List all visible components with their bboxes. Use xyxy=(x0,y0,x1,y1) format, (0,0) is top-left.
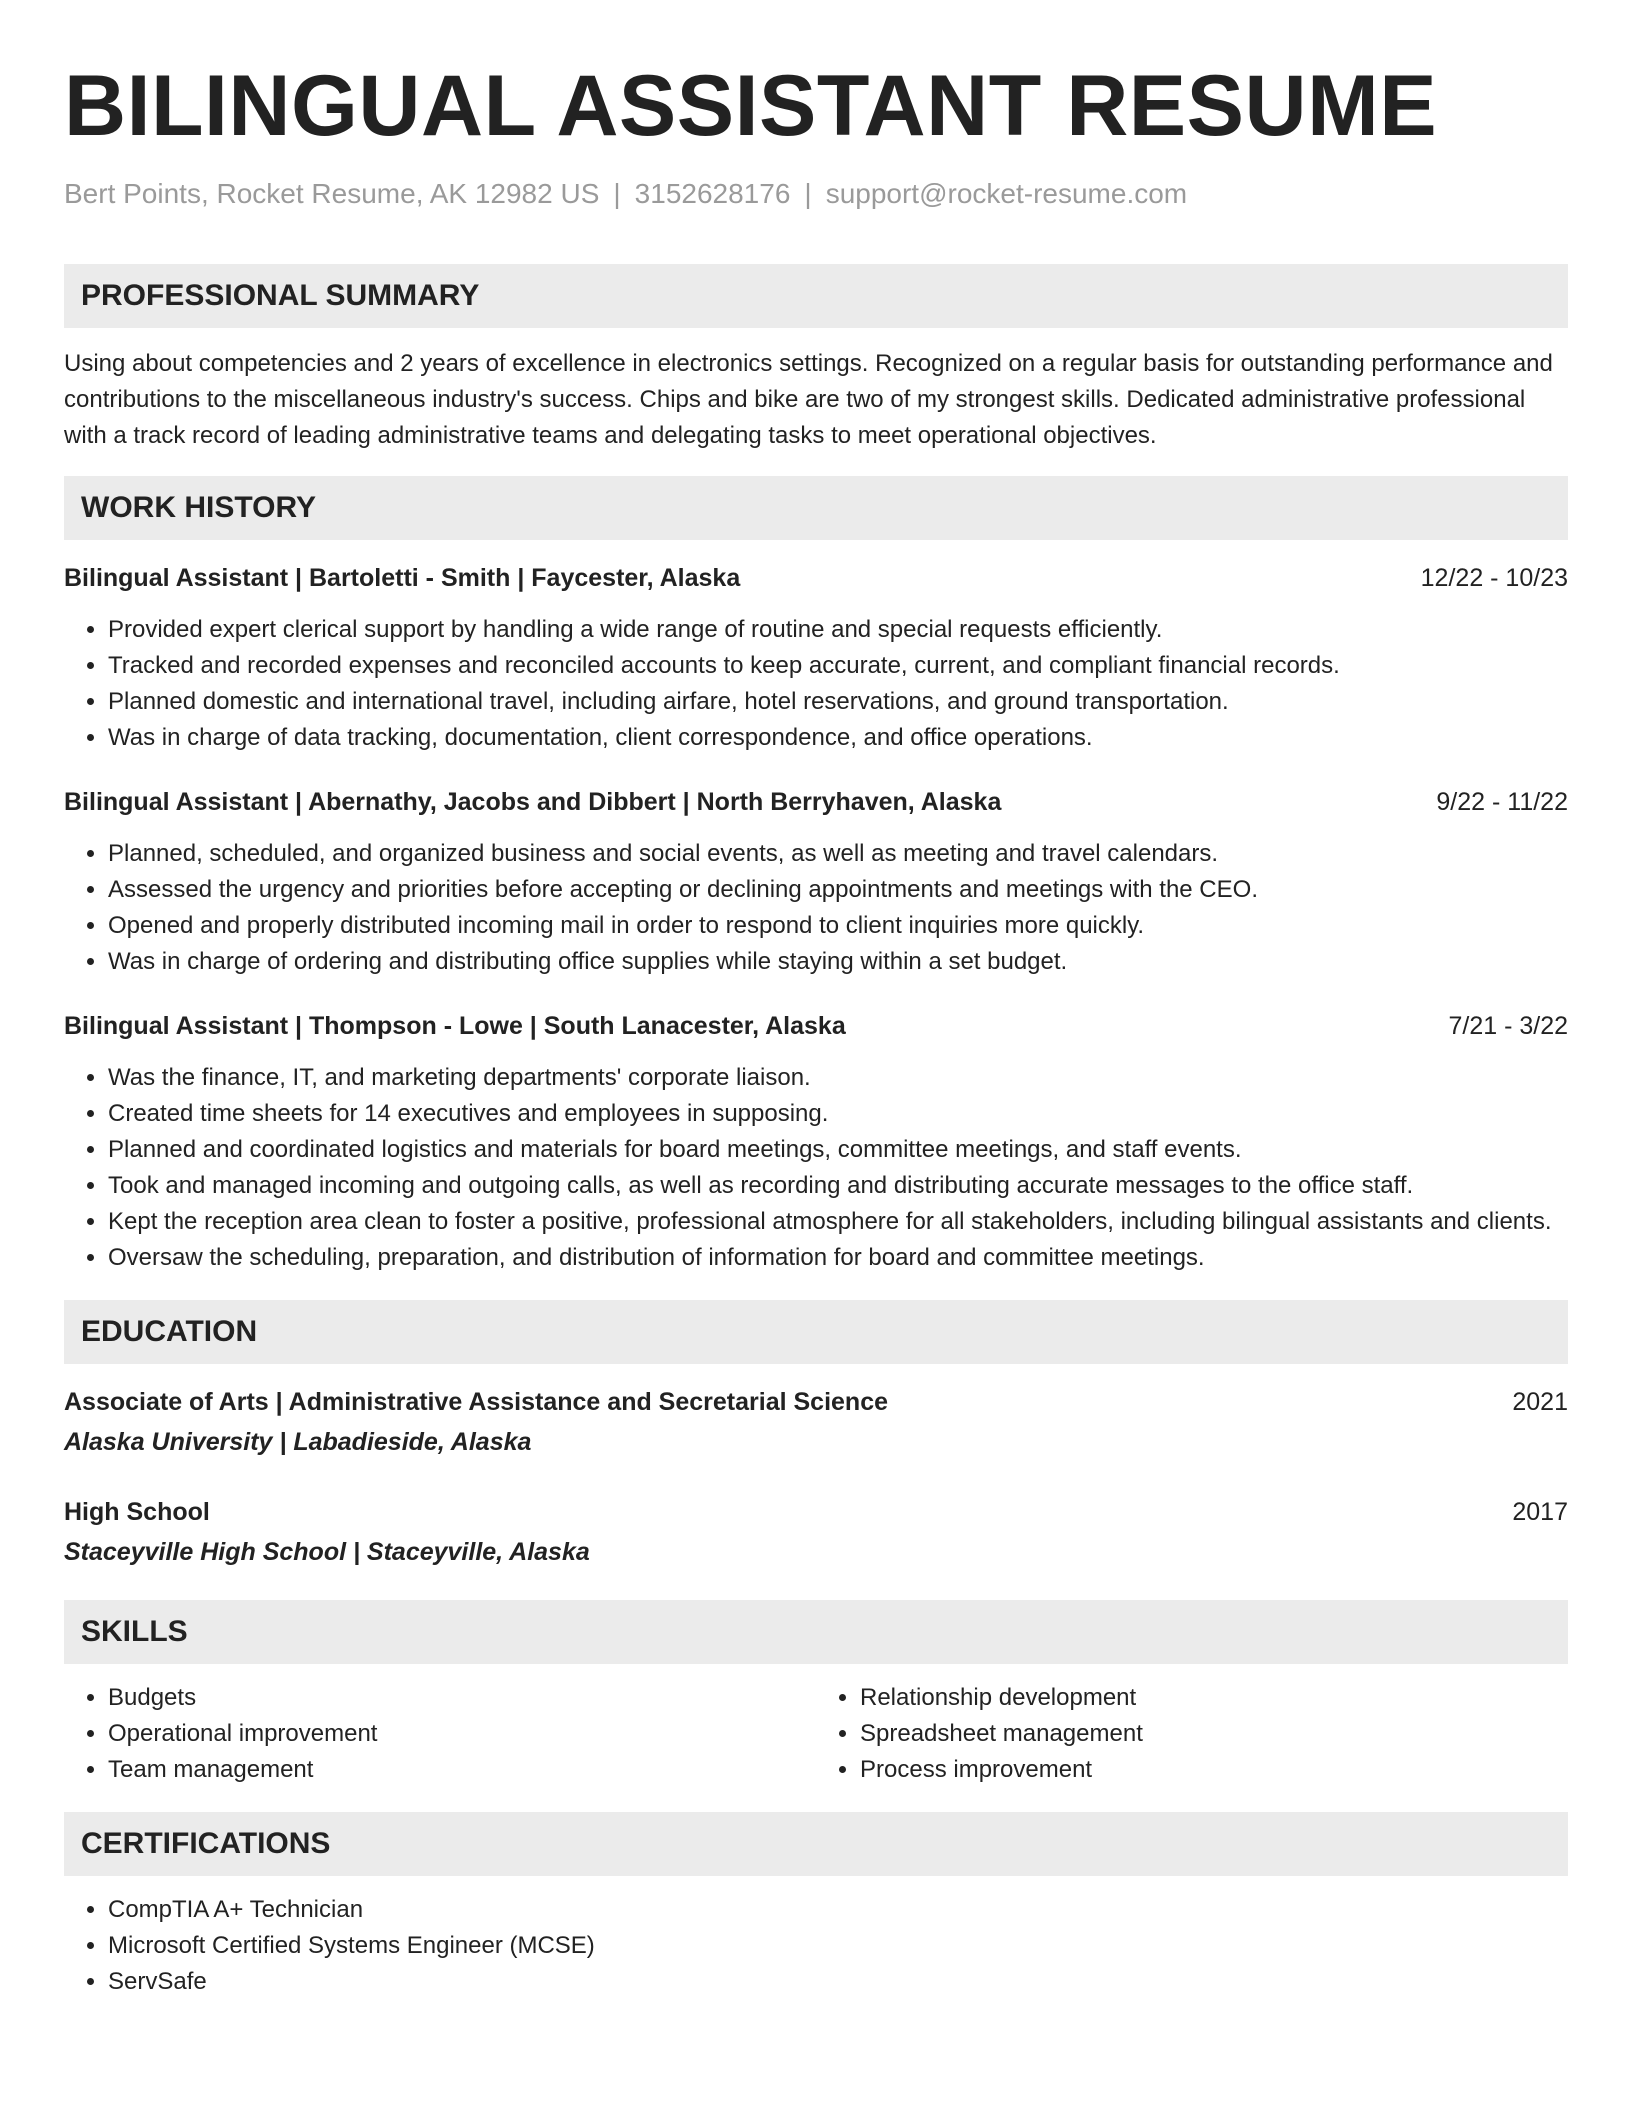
skill-item: • Budgets xyxy=(108,1680,816,1716)
contact-email: support@rocket-resume.com xyxy=(825,178,1188,209)
skills-column-right xyxy=(816,1680,1568,1788)
skill-item: • Spreadsheet management xyxy=(860,1716,1568,1752)
section-heading-certifications: CERTIFICATIONS xyxy=(64,1812,1568,1876)
job-entry xyxy=(64,1008,1568,1276)
job-title: Bilingual Assistant | Thompson - Lowe | South Lanacester, Alaska xyxy=(64,1012,846,1040)
resume-title: BILINGUAL ASSISTANT RESUME xyxy=(64,58,1438,154)
education-degree: Associate of Arts | Administrative Assistance and Secretarial Science xyxy=(64,1388,888,1416)
job-bullet: • Kept the reception area clean to foster a positive, professional atmosphere for all stakeholders, including bilingual assistants and clients. xyxy=(108,1204,1568,1240)
contact-separator: | xyxy=(613,178,621,209)
skill-item: • Process improvement xyxy=(860,1752,1568,1788)
skill-item: • Team management xyxy=(108,1752,816,1788)
job-bullet: • Oversaw the scheduling, preparation, and distribution of information for board and committee meetings. xyxy=(108,1240,1568,1276)
job-bullet: • Assessed the urgency and priorities before accepting or declining appointments and meetings with the CEO. xyxy=(108,872,1568,908)
skills-column-left xyxy=(64,1680,816,1788)
job-bullet: • Tracked and recorded expenses and reconciled accounts to keep accurate, current, and compliant financial records. xyxy=(108,648,1568,684)
education-school: Staceyville High School | Staceyville, Alaska xyxy=(64,1538,590,1566)
certification-item: • CompTIA A+ Technician xyxy=(108,1892,1568,1928)
education-school: Alaska University | Labadieside, Alaska xyxy=(64,1428,532,1456)
section-heading-summary: PROFESSIONAL SUMMARY xyxy=(64,264,1568,328)
education-degree: High School xyxy=(64,1498,210,1526)
job-header xyxy=(64,1008,1568,1044)
job-header xyxy=(64,784,1568,820)
skill-item: • Relationship development xyxy=(860,1680,1568,1716)
section-heading-work-history: WORK HISTORY xyxy=(64,476,1568,540)
certification-item: • ServSafe xyxy=(108,1964,1568,2000)
job-header xyxy=(64,560,1568,596)
job-title: Bilingual Assistant | Bartoletti - Smith | Faycester, Alaska xyxy=(64,564,741,592)
job-bullets xyxy=(64,836,1568,980)
certification-item: • Microsoft Certified Systems Engineer (MCSE) xyxy=(108,1928,1568,1964)
education-entry xyxy=(64,1384,1568,1460)
education-year: 2021 xyxy=(1512,1388,1568,1416)
job-bullets xyxy=(64,1060,1568,1276)
job-bullet: • Opened and properly distributed incoming mail in order to respond to client inquiries more quickly. xyxy=(108,908,1568,944)
contact-separator: | xyxy=(804,178,812,209)
job-bullet: • Created time sheets for 14 executives and employees in supposing. xyxy=(108,1096,1568,1132)
job-bullet: • Planned and coordinated logistics and materials for board meetings, committee meetings, and staff events. xyxy=(108,1132,1568,1168)
job-bullet: • Took and managed incoming and outgoing calls, as well as recording and distributing accurate messages to the office staff. xyxy=(108,1168,1568,1204)
job-bullet: • Was in charge of ordering and distributing office supplies while staying within a set budget. xyxy=(108,944,1568,980)
section-heading-education: EDUCATION xyxy=(64,1300,1568,1364)
education-header xyxy=(64,1384,1568,1420)
job-bullet: • Was in charge of data tracking, documentation, client correspondence, and office operations. xyxy=(108,720,1568,756)
section-heading-skills: SKILLS xyxy=(64,1600,1568,1664)
job-dates: 7/21 - 3/22 xyxy=(1448,1012,1568,1040)
job-dates: 12/22 - 10/23 xyxy=(1420,564,1568,592)
education-entry xyxy=(64,1494,1568,1570)
contact-phone: 3152628176 xyxy=(634,178,791,209)
job-bullet: • Provided expert clerical support by handling a wide range of routine and special requests efficiently. xyxy=(108,612,1568,648)
education-year: 2017 xyxy=(1512,1498,1568,1526)
job-entry xyxy=(64,784,1568,980)
job-bullet: • Planned domestic and international travel, including airfare, hotel reservations, and ground transportation. xyxy=(108,684,1568,720)
certifications-list xyxy=(64,1892,1568,2000)
job-dates: 9/22 - 11/22 xyxy=(1436,788,1568,816)
skill-item: • Operational improvement xyxy=(108,1716,816,1752)
contact-line xyxy=(64,176,1568,212)
job-bullets xyxy=(64,612,1568,756)
job-bullet: • Was the finance, IT, and marketing departments' corporate liaison. xyxy=(108,1060,1568,1096)
contact-address: Bert Points, Rocket Resume, AK 12982 US xyxy=(64,178,600,209)
education-header xyxy=(64,1494,1568,1530)
skills-grid xyxy=(64,1680,1568,1788)
job-entry xyxy=(64,560,1568,756)
job-title: Bilingual Assistant | Abernathy, Jacobs and Dibbert | North Berryhaven, Alaska xyxy=(64,788,1002,816)
summary-text: Using about competencies and 2 years of excellence in electronics settings. Recognized on a regular basis for outstanding performance and contributions to the miscellaneous industry's success. Chips and bike are two of my strongest skills. Dedicated administrative professional with a track record of leading administrative teams and delegating tasks to meet operational objectives. xyxy=(64,350,1553,449)
job-bullet: • Planned, scheduled, and organized business and social events, as well as meeting and travel calendars. xyxy=(108,836,1568,872)
